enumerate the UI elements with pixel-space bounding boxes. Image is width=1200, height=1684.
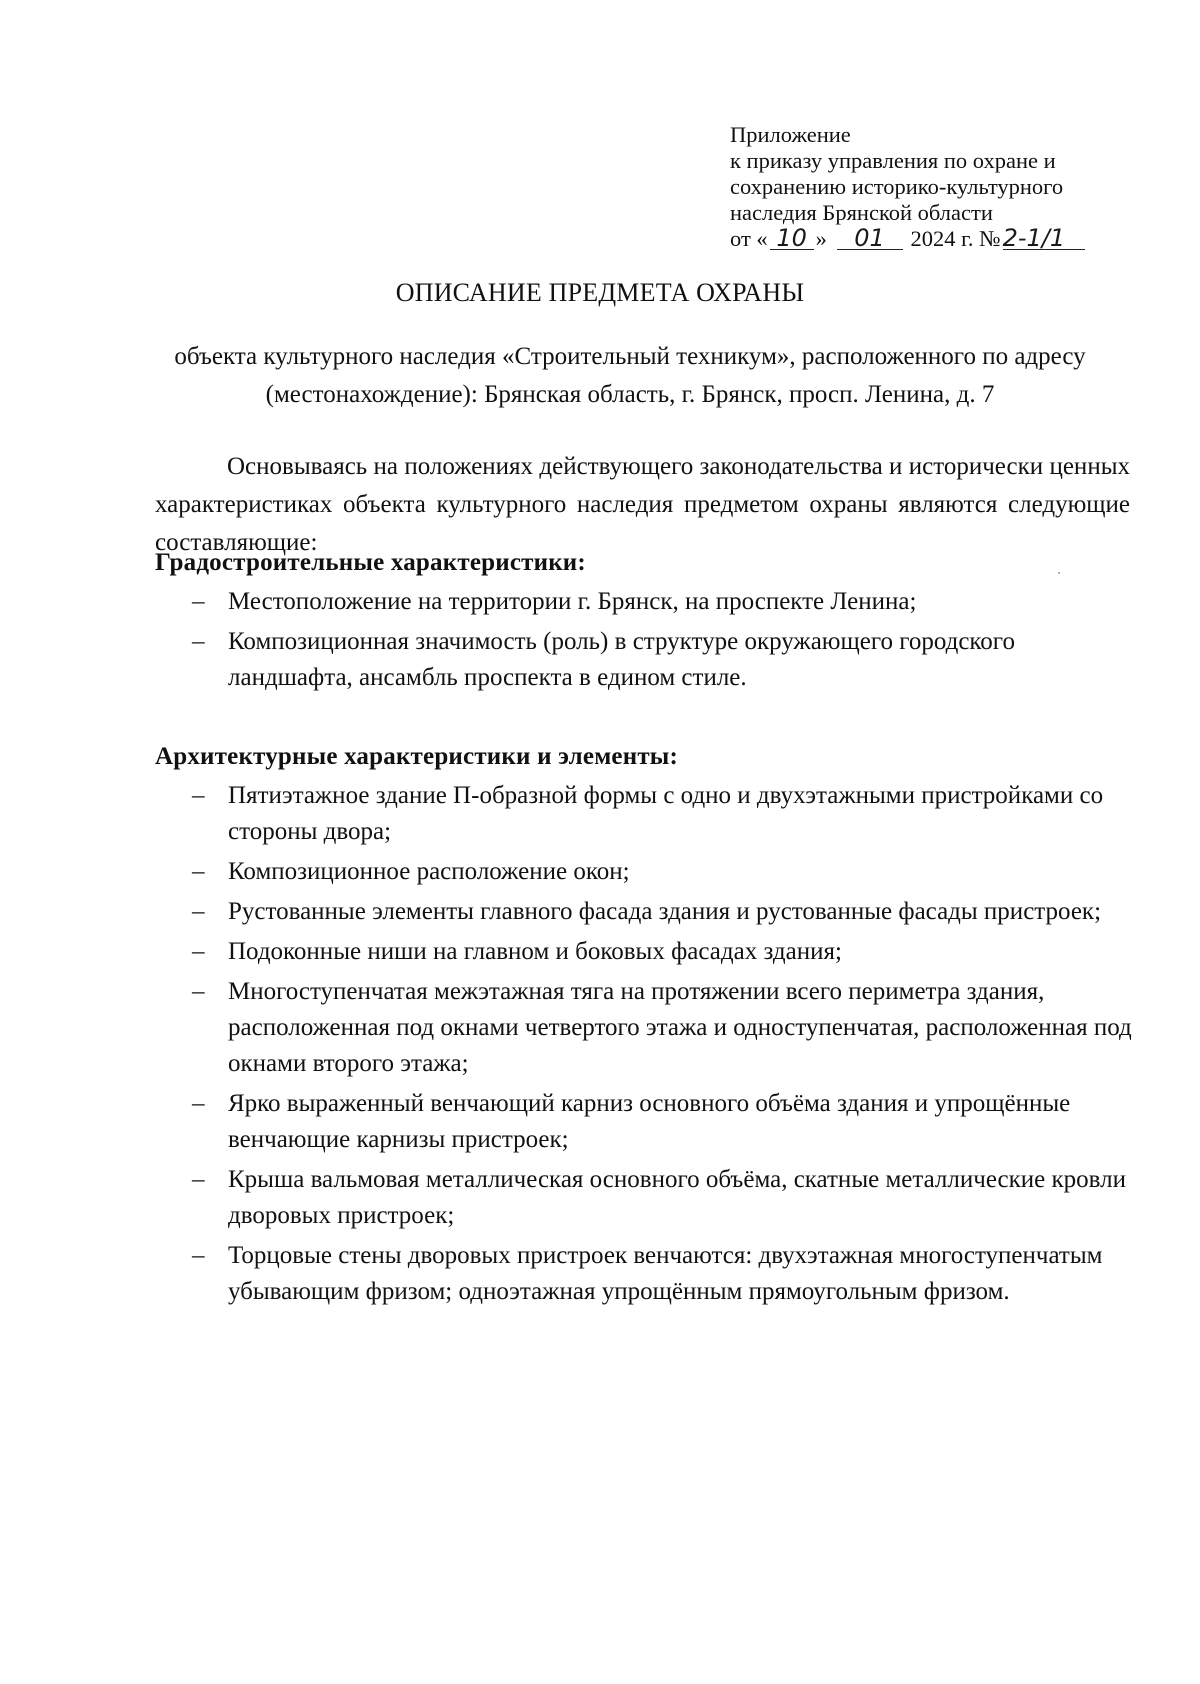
date-mid: » (815, 226, 827, 251)
object-description: объекта культурного наследия «Строительный техникум», расположенного по адресу (местонахождение): Брянская область, г. Брянск, просп. Ленина, д. 7 (174, 343, 1086, 408)
list-item-text: Композиционная значимость (роль) в структуре окружающего городского ландшафта, ансамбль проспекта в едином стиле. (228, 628, 1015, 691)
appendix-block (730, 122, 1150, 252)
list-item (155, 1086, 1135, 1158)
list-dash: – (192, 898, 205, 925)
handwritten-month: 01 (837, 227, 903, 250)
list-dash: – (192, 588, 205, 615)
list-item-text: Ярко выраженный венчающий карниз основного объёма здания и упрощённые венчающие карнизы пристроек; (228, 1090, 1071, 1153)
list-item (155, 974, 1135, 1082)
list-item-text: Пятиэтажное здание П-образной формы с одно и двухэтажными пристройками со стороны двора; (228, 782, 1104, 845)
urban-characteristics-list (155, 584, 1135, 700)
list-item (155, 934, 1135, 970)
list-dash: – (192, 628, 205, 655)
list-item (155, 624, 1135, 696)
order-date-line (730, 226, 1150, 252)
list-dash: – (192, 978, 205, 1005)
list-item-text: Местоположение на территории г. Брянск, на проспекте Ленина; (228, 588, 917, 615)
section-heading-architecture: Архитектурные характеристики и элементы: (155, 743, 679, 770)
appendix-label: Приложение (730, 122, 851, 147)
list-item-text: Крыша вальмовая металлическая основного объёма, скатные металлические кровли дворовых пристроек; (228, 1166, 1126, 1229)
handwritten-day: 10 (770, 227, 814, 250)
list-item-text: Многоступенчатая межэтажная тяга на протяжении всего периметра здания, расположенная под окнами четвертого этажа и одноступенчатая, расположенная под окнами второго этажа; (228, 978, 1132, 1077)
list-dash: – (192, 858, 205, 885)
list-item-text: Подоконные ниши на главном и боковых фасадах здания; (228, 938, 842, 965)
list-dash: – (192, 938, 205, 965)
handwritten-order-number: 2-1/1 (1003, 227, 1085, 250)
intro-paragraph: Основываясь на положениях действующего законодательства и исторически ценных характеристиках объекта культурного наследия предметом охраны являются следующие составляющие: (155, 453, 1130, 556)
scan-speck (1058, 572, 1060, 574)
appendix-line: наследия Брянской области (730, 200, 993, 225)
list-item-text: Композиционное расположение окон; (228, 858, 630, 885)
list-item (155, 1162, 1135, 1234)
list-dash: – (192, 1090, 205, 1117)
list-item (155, 584, 1135, 620)
appendix-line: сохранению историко-культурного (730, 174, 1064, 199)
list-item (155, 894, 1135, 930)
list-item (155, 854, 1135, 890)
architecture-characteristics-list (155, 778, 1135, 1314)
appendix-line: к приказу управления по охране и (730, 148, 1056, 173)
section-heading-urban: Градостроительные характеристики: (155, 549, 586, 576)
list-dash: – (192, 1242, 205, 1269)
date-year: 2024 г. № (910, 226, 1001, 251)
list-dash: – (192, 782, 205, 809)
list-dash: – (192, 1166, 205, 1193)
list-item (155, 778, 1135, 850)
list-item (155, 1238, 1135, 1310)
document-title: ОПИСАНИЕ ПРЕДМЕТА ОХРАНЫ (395, 278, 805, 307)
list-item-text: Торцовые стены дворовых пристроек венчаются: двухэтажная многоступенчатым убывающим фризом; одноэтажная упрощённым прямоугольным фризом. (228, 1242, 1103, 1305)
list-item-text: Рустованные элементы главного фасада здания и рустованные фасады пристроек; (228, 898, 1102, 925)
date-prefix: от « (730, 226, 768, 251)
